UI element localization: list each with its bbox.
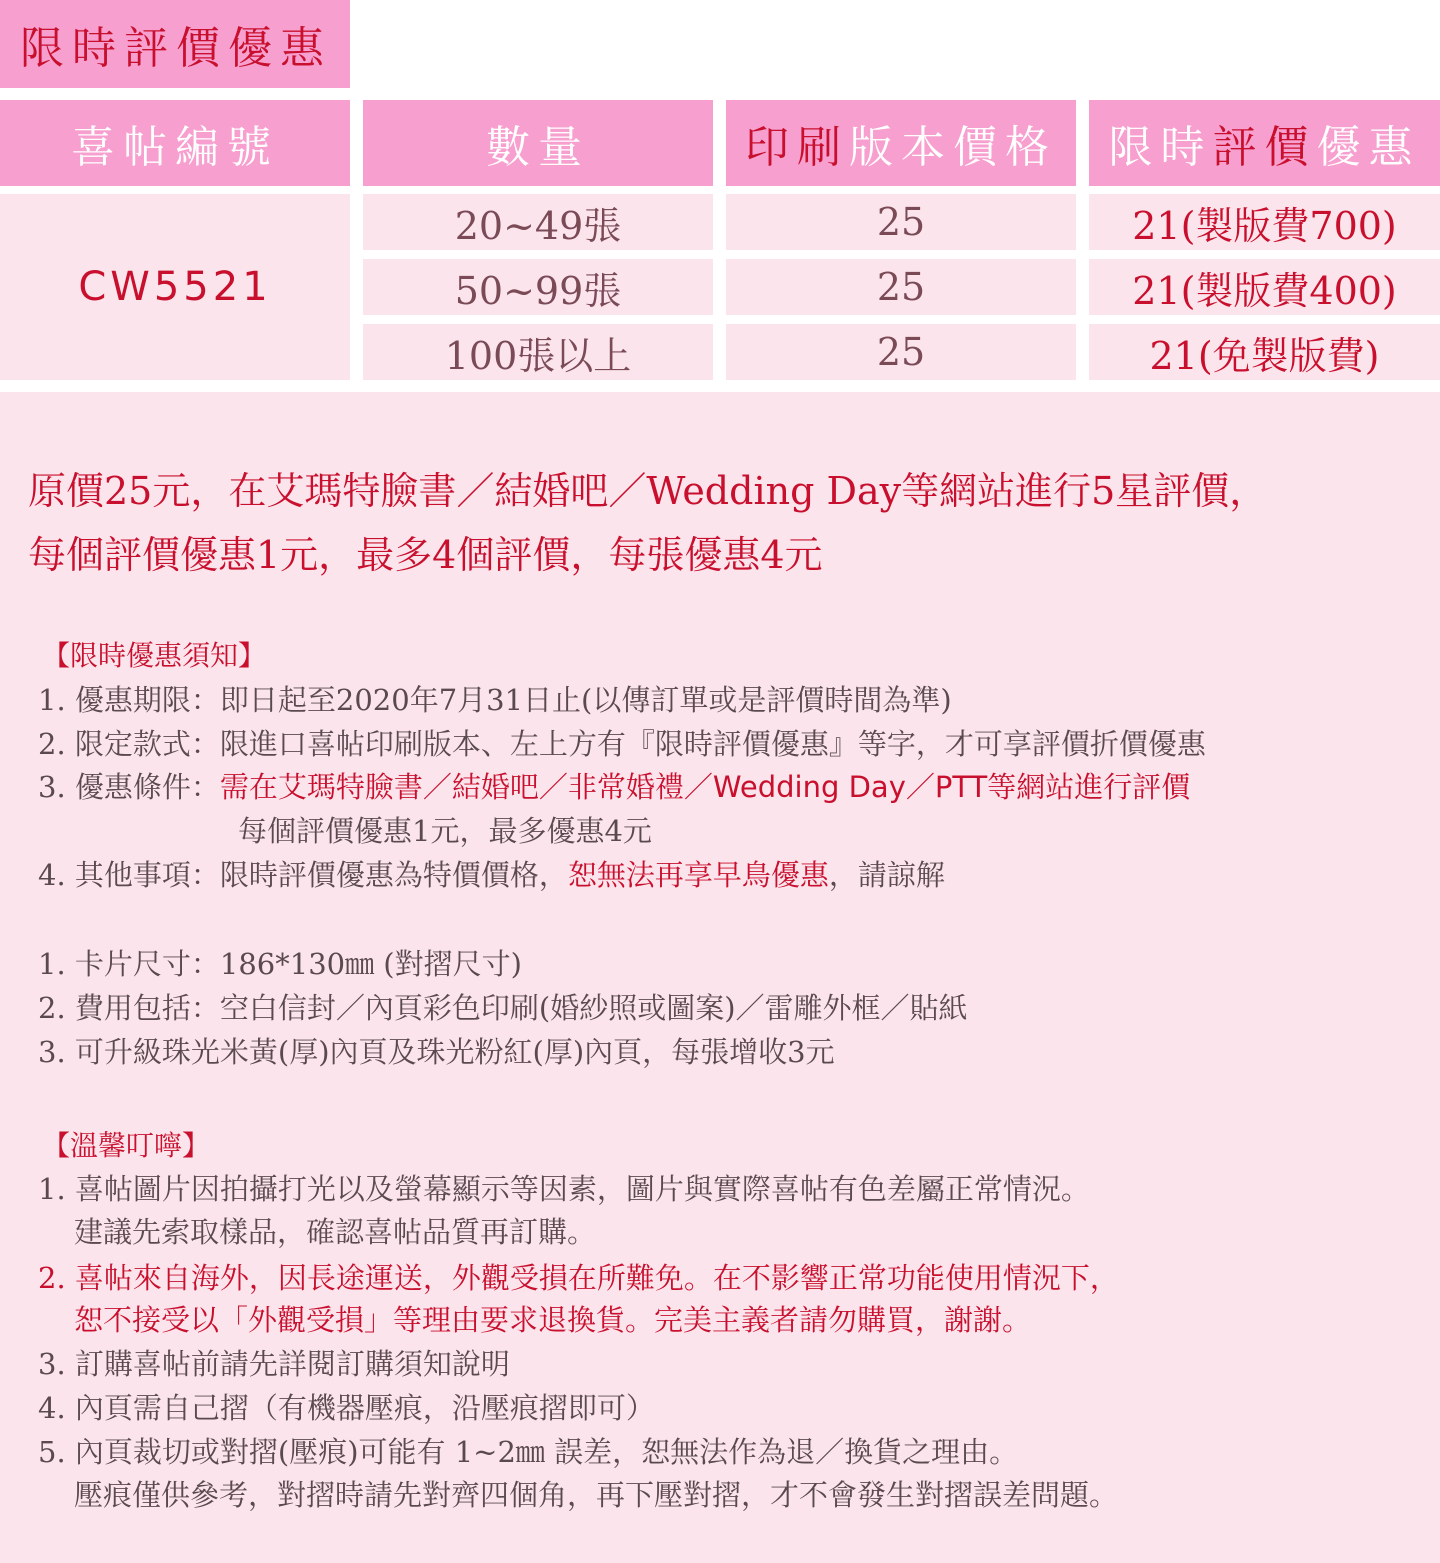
header-code: 喜帖編號	[0, 100, 350, 186]
notice-item-3-condition: 需在艾瑪特臉書／結婚吧／非常婚禮／Wedding Day／PTT等網站進行評價	[219, 770, 1191, 804]
header-price	[726, 100, 1076, 186]
price-cell-1: 25	[726, 194, 1076, 250]
promo-cell-1: 21(製版費700)	[1089, 194, 1440, 250]
notice-item-3-label: 3. 優惠條件：	[38, 770, 220, 804]
reminder-item-2-cont	[38, 1298, 1031, 1339]
promo-cell-3: 21(免製版費)	[1089, 324, 1440, 380]
header-price-red: 印刷	[745, 122, 849, 173]
promo-cell-2: 21(製版費400)	[1089, 259, 1440, 315]
spec-item-2: 2. 費用包括：空白信封／內頁彩色印刷(婚紗照或圖案)／雷雕外框／貼紙	[38, 991, 968, 1025]
reminder-item-2	[38, 1256, 1119, 1297]
header-promo-a: 限時	[1108, 122, 1213, 173]
reminder-item-3: 3. 訂購喜帖前請先詳閱訂購須知說明	[38, 1347, 510, 1381]
price-cell-2: 25	[726, 259, 1076, 315]
notice-item-3	[38, 765, 1190, 806]
notice-item-4-red: 恕無法再享早鳥優惠	[567, 858, 829, 892]
reminder-item-4: 4. 內頁需自己摺（有機器壓痕，沿壓痕摺即可）	[38, 1391, 655, 1425]
reminder-item-5: 5. 內頁裁切或對摺(壓痕)可能有 1~2㎜ 誤差，恕無法作為退／換貨之理由。	[38, 1435, 1019, 1469]
notice-item-3-detail: 每個評價優惠1元，最多優惠4元	[238, 814, 652, 848]
reminder-title: 【溫馨叮嚀】	[42, 1129, 211, 1162]
notice-item-1: 1. 優惠期限：即日起至2020年7月31日止(以傳訂單或是評價時間為準)	[38, 683, 952, 717]
qty-cell-3: 100張以上	[363, 324, 713, 380]
spec-item-1: 1. 卡片尺寸：186*130㎜ (對摺尺寸)	[38, 947, 522, 981]
notice-item-4-c: ，請諒解	[828, 858, 945, 892]
reminder-item-5-cont: 壓痕僅供參考，對摺時請先對齊四個角，再下壓對摺，才不會發生對摺誤差問題。	[74, 1478, 1119, 1512]
header-promo-red: 評價	[1212, 122, 1317, 173]
header-promo	[1089, 100, 1440, 186]
promo-title-tag: 限時評價優惠	[0, 0, 350, 88]
reminder-item-1-cont: 建議先索取樣品，確認喜帖品質再訂購。	[74, 1215, 597, 1249]
header-promo-b: 優惠	[1316, 122, 1421, 173]
promo-line-2: 每個評價優惠1元，最多4個評價，每張優惠4元	[28, 533, 823, 577]
notice-title: 【限時優惠須知】	[42, 639, 267, 672]
spec-item-3: 3. 可升級珠光米黃(厚)內頁及珠光粉紅(厚)內頁，每張增收3元	[38, 1035, 835, 1069]
qty-cell-1: 20~49張	[363, 194, 713, 250]
notice-item-4	[38, 853, 945, 894]
qty-cell-2: 50~99張	[363, 259, 713, 315]
reminder-item-2-text: 2. 喜帖來自海外，因長途運送，外觀受損在所難免。在不影響正常功能使用情況下，	[38, 1261, 1119, 1295]
reminder-item-2-cont-text: 恕不接受以「外觀受損」等理由要求退換貨。完美主義者請勿購買，謝謝。	[74, 1303, 1032, 1337]
notice-item-2: 2. 限定款式：限進口喜帖印刷版本、左上方有『限時評價優惠』等字，才可享評價折價優惠	[38, 727, 1206, 761]
reminder-item-1: 1. 喜帖圖片因拍攝打光以及螢幕顯示等因素，圖片與實際喜帖有色差屬正常情況。	[38, 1172, 1090, 1206]
header-price-rest: 版本價格	[849, 122, 1057, 173]
product-code: CW5521	[0, 194, 350, 380]
price-cell-3: 25	[726, 324, 1076, 380]
header-qty: 數量	[363, 100, 713, 186]
promo-line-1: 原價25元，在艾瑪特臉書／結婚吧／Wedding Day等網站進行5星評價，	[28, 469, 1268, 513]
notice-item-4-a: 4. 其他事項：限時評價優惠為特價價格，	[38, 858, 568, 892]
